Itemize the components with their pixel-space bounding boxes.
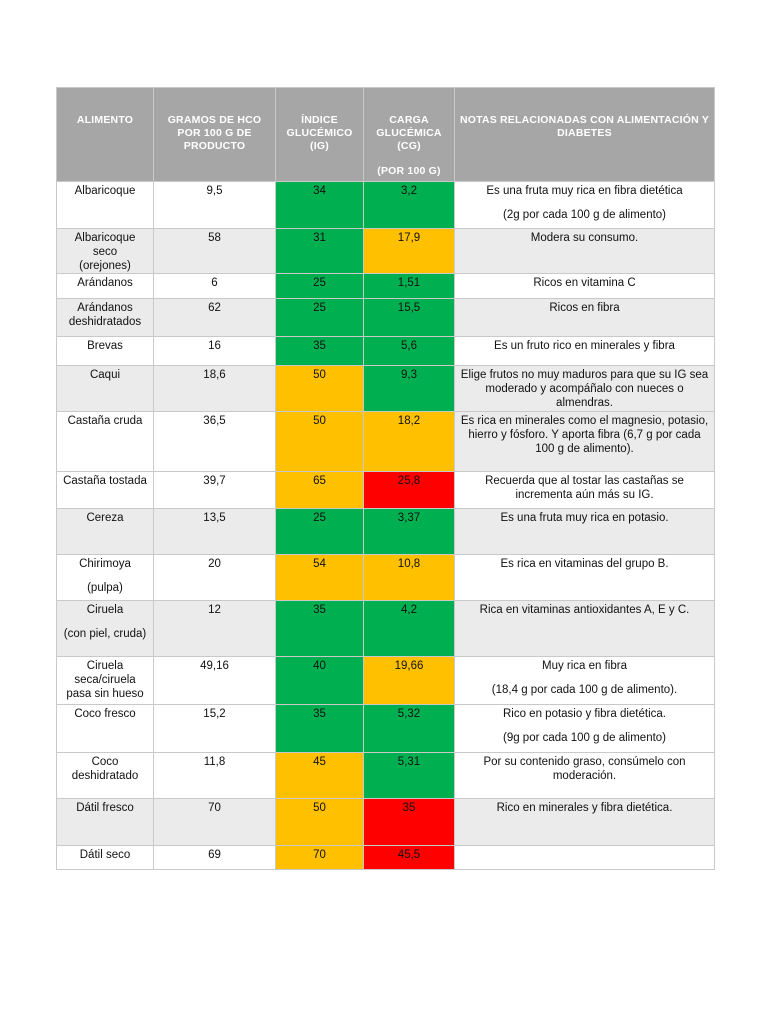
- food-name: [57, 229, 154, 274]
- cg-value: 5,31: [364, 753, 455, 799]
- cg-value: 10,8: [364, 555, 455, 601]
- note-cell: Rica en vitaminas antioxidantes A, E y C.: [455, 601, 715, 657]
- header-cg-label: CARGA GLUCÉMICA (CG): [376, 114, 442, 152]
- hco-value: 58: [154, 229, 276, 274]
- hco-value: 13,5: [154, 509, 276, 555]
- hco-value: 16: [154, 337, 276, 366]
- ig-value: 35: [276, 705, 364, 753]
- ig-value: 31: [276, 229, 364, 274]
- note-cell: Es un fruto rico en minerales y fibra: [455, 337, 715, 366]
- food-name: Albaricoque: [57, 182, 154, 229]
- food-name: Coco deshidratado: [57, 753, 154, 799]
- food-name: Cereza: [57, 509, 154, 555]
- ig-value: 50: [276, 366, 364, 412]
- ig-value: 50: [276, 799, 364, 846]
- note-cell: Ricos en vitamina C: [455, 274, 715, 299]
- cg-value: 5,6: [364, 337, 455, 366]
- cg-value: 9,3: [364, 366, 455, 412]
- food-name: Castaña tostada: [57, 472, 154, 509]
- table-row: [57, 657, 715, 705]
- hco-value: 9,5: [154, 182, 276, 229]
- cg-value: 19,66: [364, 657, 455, 705]
- header-gramos: GRAMOS DE HCO POR 100 G DE PRODUCTO: [154, 88, 276, 182]
- ig-value: 35: [276, 337, 364, 366]
- note-text-2: (9g por cada 100 g de alimento): [502, 732, 667, 744]
- cg-value: 3,2: [364, 182, 455, 229]
- hco-value: 12: [154, 601, 276, 657]
- note-text: Es una fruta muy rica en fibra dietética: [486, 185, 683, 197]
- cg-value: 25,8: [364, 472, 455, 509]
- note-cell: [455, 705, 715, 753]
- note-cell: Es una fruta muy rica en potasio.: [455, 509, 715, 555]
- food-name: Brevas: [57, 337, 154, 366]
- header-row: [57, 88, 715, 182]
- hco-value: 6: [154, 274, 276, 299]
- table-row: [57, 472, 715, 509]
- food-name-text-2: (con piel, cruda): [63, 628, 147, 640]
- food-name-text: Albaricoque seco: [74, 232, 136, 258]
- note-cell: [455, 846, 715, 870]
- header-ig: ÍNDICE GLUCÉMICO (IG): [276, 88, 364, 182]
- table-row: [57, 229, 715, 274]
- note-cell: Rico en minerales y fibra dietética.: [455, 799, 715, 846]
- food-name: Coco fresco: [57, 705, 154, 753]
- table-row: [57, 705, 715, 753]
- cg-value: 35: [364, 799, 455, 846]
- table-row: [57, 846, 715, 870]
- note-cell: Elige frutos no muy maduros para que su IG sea moderado y acompáñalo con nueces o almendras.: [455, 366, 715, 412]
- note-cell: [455, 657, 715, 705]
- food-name: Caqui: [57, 366, 154, 412]
- hco-value: 18,6: [154, 366, 276, 412]
- food-name-text: Chirimoya: [79, 558, 131, 570]
- note-cell: Por su contenido graso, consúmelo con moderación.: [455, 753, 715, 799]
- cg-value: 18,2: [364, 412, 455, 472]
- food-name: Arándanos deshidratados: [57, 299, 154, 337]
- food-name: Dátil seco: [57, 846, 154, 870]
- ig-value: 54: [276, 555, 364, 601]
- table-row: [57, 753, 715, 799]
- note-cell: Recuerda que al tostar las castañas se incrementa aún más su IG.: [455, 472, 715, 509]
- ig-value: 65: [276, 472, 364, 509]
- food-name: Dátil fresco: [57, 799, 154, 846]
- ig-value: 40: [276, 657, 364, 705]
- hco-value: 69: [154, 846, 276, 870]
- note-cell: Es rica en vitaminas del grupo B.: [455, 555, 715, 601]
- table-row: [57, 274, 715, 299]
- table-row: [57, 509, 715, 555]
- hco-value: 11,8: [154, 753, 276, 799]
- note-text: Muy rica en fibra: [541, 660, 627, 672]
- cg-value: 3,37: [364, 509, 455, 555]
- ig-value: 35: [276, 601, 364, 657]
- table-row: [57, 366, 715, 412]
- food-name: Arándanos: [57, 274, 154, 299]
- hco-value: 39,7: [154, 472, 276, 509]
- food-name-text-2: (orejones): [79, 260, 131, 272]
- header-notas: NOTAS RELACIONADAS CON ALIMENTACIÓN Y DIABETES: [455, 88, 715, 182]
- food-name-text-2: (pulpa): [87, 582, 123, 594]
- hco-value: 20: [154, 555, 276, 601]
- table-row: [57, 555, 715, 601]
- hco-value: 15,2: [154, 705, 276, 753]
- ig-value: 25: [276, 299, 364, 337]
- table-row: [57, 601, 715, 657]
- glycemic-table: [56, 87, 715, 870]
- food-name: Ciruela seca/ciruela pasa sin hueso: [57, 657, 154, 705]
- note-cell: Modera su consumo.: [455, 229, 715, 274]
- table-row: [57, 182, 715, 229]
- note-text: Rico en potasio y fibra dietética.: [502, 708, 666, 720]
- hco-value: 36,5: [154, 412, 276, 472]
- ig-value: 45: [276, 753, 364, 799]
- ig-value: 25: [276, 509, 364, 555]
- hco-value: 49,16: [154, 657, 276, 705]
- header-cg: [364, 88, 455, 182]
- ig-value: 70: [276, 846, 364, 870]
- hco-value: 70: [154, 799, 276, 846]
- food-name: Castaña cruda: [57, 412, 154, 472]
- ig-value: 25: [276, 274, 364, 299]
- note-cell: [455, 182, 715, 229]
- table-row: [57, 337, 715, 366]
- header-alimento: ALIMENTO: [57, 88, 154, 182]
- food-name: [57, 555, 154, 601]
- note-cell: Es rica en minerales como el magnesio, potasio, hierro y fósforo. Y aporta fibra (6,7 g por cada 100 g de alimento).: [455, 412, 715, 472]
- cg-value: 4,2: [364, 601, 455, 657]
- header-cg-sub: (POR 100 G): [377, 165, 441, 177]
- cg-value: 5,32: [364, 705, 455, 753]
- cg-value: 45,5: [364, 846, 455, 870]
- table-row: [57, 799, 715, 846]
- cg-value: 1,51: [364, 274, 455, 299]
- ig-value: 34: [276, 182, 364, 229]
- food-name-text: Ciruela: [86, 604, 124, 616]
- table-row: [57, 412, 715, 472]
- cg-value: 15,5: [364, 299, 455, 337]
- cg-value: 17,9: [364, 229, 455, 274]
- note-text-2: (2g por cada 100 g de alimento): [502, 209, 667, 221]
- table-row: [57, 299, 715, 337]
- note-cell: Ricos en fibra: [455, 299, 715, 337]
- ig-value: 50: [276, 412, 364, 472]
- food-name: [57, 601, 154, 657]
- hco-value: 62: [154, 299, 276, 337]
- note-text-2: (18,4 g por cada 100 g de alimento).: [491, 684, 678, 696]
